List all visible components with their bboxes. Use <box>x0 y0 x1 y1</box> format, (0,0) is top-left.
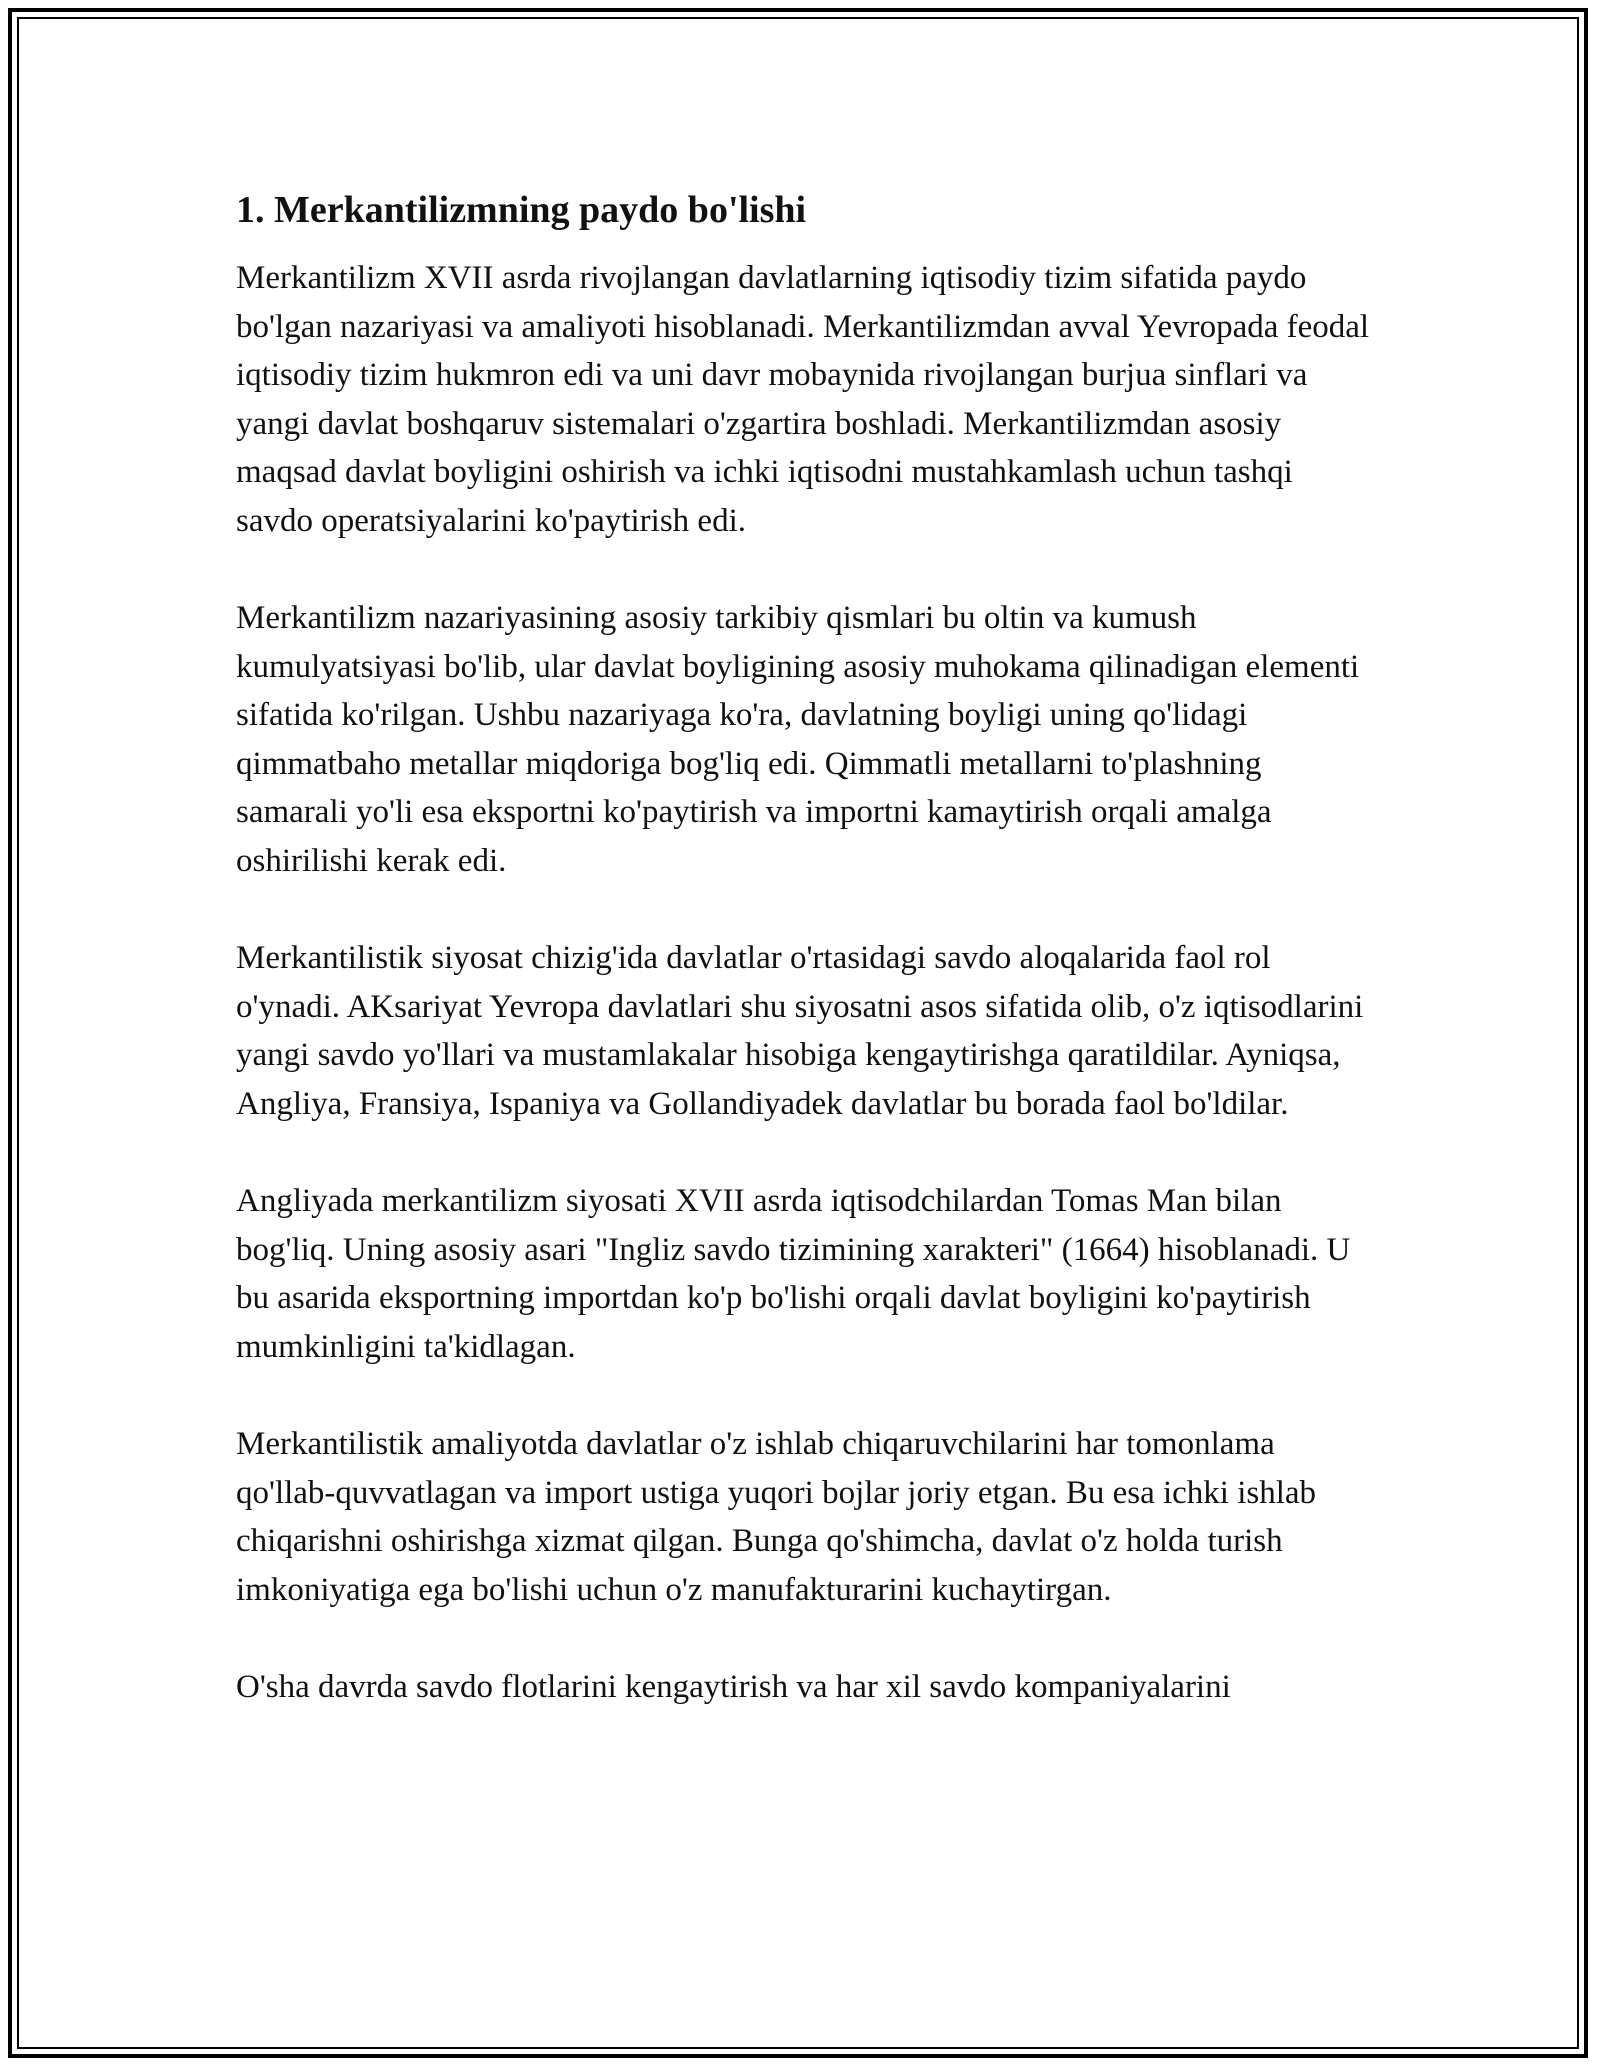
paragraph-4: Angliyada merkantilizm siyosati XVII asrda iqtisodchilardan Tomas Man bilan bog'liq. Uning asosiy asari "Ingliz savdo tizimining xarakteri" (1664) hisoblanadi. U bu asarida eksportning importdan ko'p bo'lishi orqali davlat boyligini ko'paytirish mumkinligini ta'kidlagan. <box>236 1183 1351 1365</box>
section-heading: 1. Merkantilizmning paydo bo'lishi <box>236 189 807 231</box>
paragraph-3: Merkantilistik siyosat chizig'ida davlatlar o'rtasidagi savdo aloqalarida faol rol o'ynadi. AKsariyat Yevropa davlatlari shu siyosatni asos sifatida olib, o'z iqtisodlarini yangi savdo yo'llari va mustamlakalar hisobiga kengaytirishga qaratildilar. Ayniqsa, Angliya, Fransiya, Ispaniya va Gollandiyadek davlatlar bu borada faol bo'ldilar. <box>236 940 1364 1122</box>
paragraph-1: Merkantilizm XVII asrda rivojlangan davlatlarning iqtisodiy tizim sifatida paydo bo'lgan nazariyasi va amaliyoti hisoblanadi. Merkantilizmdan avval Yevropada feodal iqtisodiy tizim hukmron edi va uni davr mobaynida rivojlangan burjua sinflari va yangi davlat boshqaruv sistemalari o'zgartira boshladi. Merkantilizmdan asosiy maqsad davlat boyligini oshirish va ichki iqtisodni mustahkamlash uchun tashqi savdo operatsiyalarini ko'paytirish edi. <box>236 260 1370 539</box>
paragraph-2: Merkantilizm nazariyasining asosiy tarkibiy qismlari bu oltin va kumush kumulyatsiyasi bo'lib, ular davlat boyligining asosiy muhokama qilinadigan elementi sifatida ko'rilgan. Ushbu nazariyaga ko'ra, davlatning boyligi uning qo'lidagi qimmatbaho metallar miqdoriga bog'liq edi. Qimmatli metallarni to'plashning samarali yo'li esa eksportni ko'paytirish va importni kamaytirish orqali amalga oshirilishi kerak edi. <box>236 600 1360 879</box>
paragraph-5: Merkantilistik amaliyotda davlatlar o'z ishlab chiqaruvchilarini har tomonlama qo'llab-quvvatlagan va import ustiga yuqori bojlar joriy etgan. Bu esa ichki ishlab chiqarishni oshirishga xizmat qilgan. Bunga qo'shimcha, davlat o'z holda turish imkoniyatiga ega bo'lishi uchun o'z manufakturarini kuchaytirgan. <box>236 1426 1317 1608</box>
paragraph-6: O'sha davrda savdo flotlarini kengaytirish va har xil savdo kompaniyalarini <box>236 1669 1231 1705</box>
document-body <box>236 186 1376 1761</box>
